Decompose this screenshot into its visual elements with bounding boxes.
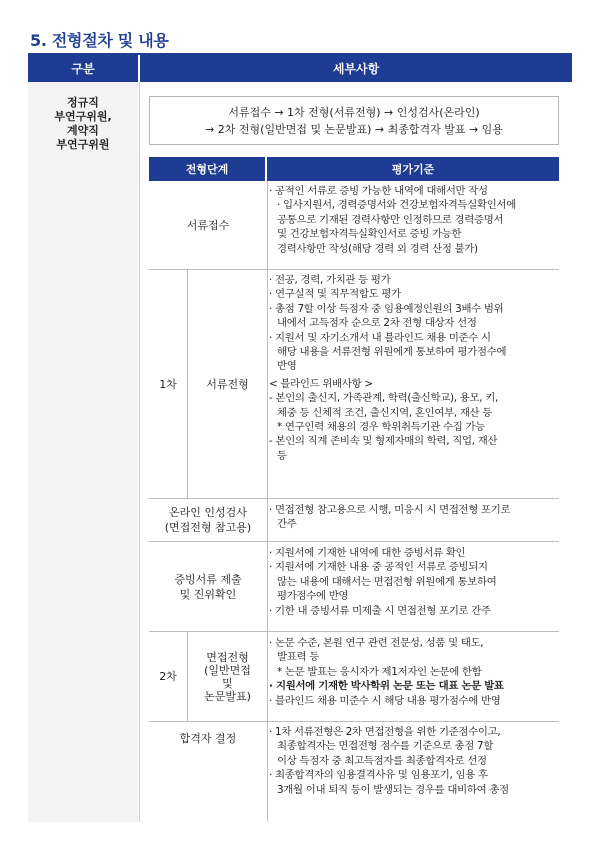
criteria-second [269,636,559,708]
criteria-line: 해당 내용을 서류전형 위원에게 통보하여 평가점수에 [277,346,507,359]
stage-final: 합격자 결정 [149,722,267,754]
criteria-line: · 지원서 및 자기소개서 내 블라인드 채용 미준수 시 [269,331,491,344]
criteria-line: · 지원서에 기재한 박사학위 논문 또는 대표 논문 발표 [269,680,504,693]
category-line: 정규직 [67,96,99,109]
criteria-line: 발표력 등 [277,651,319,664]
stage-line: (일반면접 [204,663,251,677]
header-category: 구분 [28,55,138,82]
stage-personality [149,499,267,541]
stage-line: 온라인 인성검사 [169,506,247,519]
criteria-line: 경력사항만 작성(해당 경력 외 경력 산정 불가) [277,242,478,255]
criteria-line: * 논문 발표는 응시자가 제1저자인 논문에 한함 [277,665,482,678]
criteria-line: · 연구실적 및 직무적합도 평가 [269,288,401,301]
stage-line: 면접전형 [206,650,249,664]
criteria-line: 않는 내용에 대해서는 면접전형 위원에게 통보하여 [277,575,497,588]
criteria-line: < 블라인드 위배사항 > [269,377,373,390]
stage-line: (면접전형 참고용) [164,521,252,534]
category-column [28,82,138,822]
stage-line: 논문발표) [204,689,251,703]
stage-line: 증빙서류 제출 [174,572,242,586]
criteria-line: 및 건강보험자격득실확인서로 증빙 가능한 [277,228,462,241]
column-divider [139,82,140,822]
flow-line: → 2차 전형(일반면접 및 논문발표) → 최종합격자 발표 → 임용 [205,122,503,136]
criteria-line: · 면접전형 참고용으로 시행, 미응시 시 면접전형 포기로 [269,504,511,516]
stage-second [188,632,267,721]
stage-line: 및 진위확인 [179,587,237,601]
category-label [28,96,138,152]
criteria-line: 체중 등 신체적 조건, 출신지역, 혼인여부, 재산 등 [277,406,493,419]
process-flow-box [149,96,559,145]
criteria-line: - 본인의 출신지, 가족관계, 학력(출신학교), 용모, 키, [269,392,498,405]
criteria-line: · 입사지원서, 경력증명서와 건강보험자격득실확인서에 [277,199,516,212]
criteria-line: · 최종합격자의 임용결격사유 및 임용포기, 임용 후 [269,769,488,782]
criteria-line: 간주 [277,518,297,531]
criteria-line: · 총점 7할 이상 득점자 중 임용예정인원의 3배수 범위 [269,302,504,315]
column-divider [267,181,268,821]
criteria-line: · 블라인드 채용 미준수 시 해당 내용 평가점수에 반영 [269,694,501,707]
table-header-stage: 전형단계 [149,157,265,181]
criteria-verification [269,546,559,618]
round-first: 1차 [149,270,187,498]
criteria-line: 내에서 고득점자 순으로 2차 전형 대상자 선정 [277,317,477,330]
criteria-line: · 기한 내 증빙서류 미제출 시 면접전형 포기로 간주 [269,604,491,617]
flow-line: 서류접수 → 1차 전형(서류전형) → 인성검사(온라인) [228,105,480,119]
criteria-line: 평가점수에 반영 [277,590,349,603]
stage-document: 서류접수 [149,181,267,269]
category-line: 부연구위원, [54,110,112,123]
criteria-line: · 지원서에 기재한 내용 중 공적인 서류로 증빙되지 [269,561,488,574]
criteria-line: · 전공, 경력, 가치관 등 평가 [269,274,391,286]
section-title: 5. 전형절차 및 내용 [30,31,169,50]
criteria-line: 3개월 이내 퇴직 등이 발생되는 경우를 대비하여 총점 [277,783,509,796]
criteria-line: * 연구인력 채용의 경우 학위취득기관 수집 가능 [277,421,485,434]
criteria-line: 이상 득점자 중 최고득점자를 최종합격자로 선정 [277,754,487,767]
criteria-line: - 본인의 직계 존비속 및 형제자매의 학력, 직업, 재산 [269,435,498,448]
stage-line: 및 [222,676,233,690]
criteria-line: 최종합격자는 면접전형 점수를 기준으로 총점 7할 [277,740,494,753]
criteria-final [269,725,559,797]
criteria-document [269,184,559,256]
criteria-line: · 논문 수준, 본원 연구 관련 전문성, 성품 및 태도, [269,637,484,649]
stage-verification [149,542,267,631]
criteria-line: · 지원서에 기재한 내역에 대한 증빙서류 확인 [269,547,466,559]
header-details: 세부사항 [140,55,572,82]
category-line: 계약직 [67,124,99,137]
criteria-first [269,273,559,463]
criteria-line: 등 [277,449,287,462]
round-second: 2차 [149,632,187,721]
criteria-line: · 1차 서류전형은 2차 면접전형을 위한 기준점수이고, [269,726,501,738]
criteria-line: · 공적인 서류로 증빙 가능한 내역에 대해서만 작성 [269,185,488,197]
stage-first: 서류전형 [188,270,267,498]
criteria-line: 반영 [277,360,297,373]
criteria-line: 공통으로 기재된 경력사항만 인정하므로 경력증명서 [277,213,504,226]
category-line: 부연구위원 [56,138,110,151]
table-header-criteria: 평가기준 [267,157,559,181]
criteria-personality [269,503,559,532]
